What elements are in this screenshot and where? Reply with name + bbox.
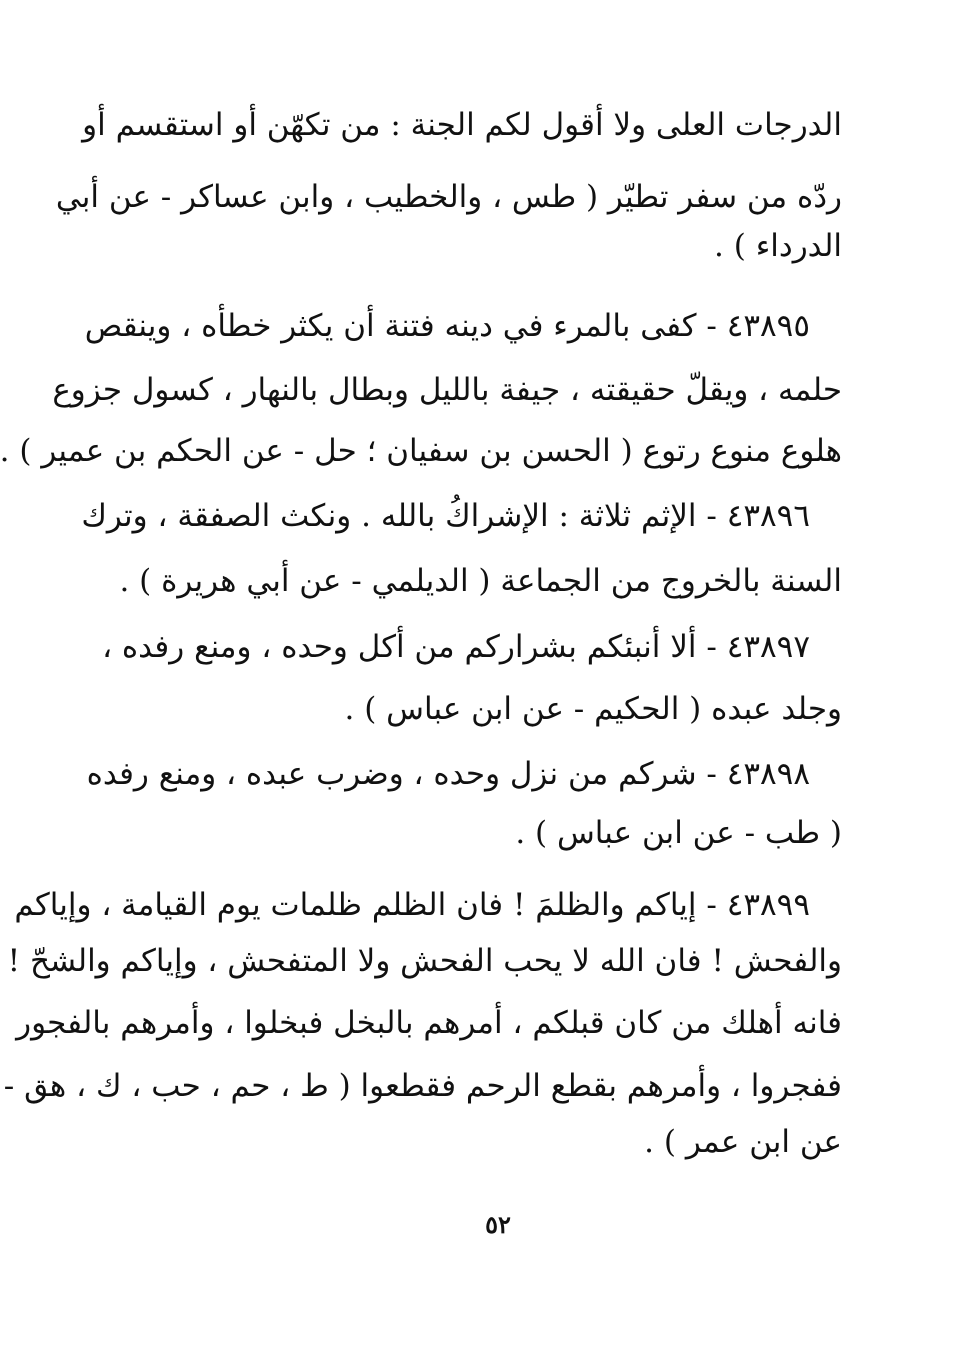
text-line-2: ردّه من سفر تطيّر ( طس ، والخطيب ، وابن عساكر - عن أبي (55, 179, 842, 215)
hadith-43898-line-2: ( طب - عن ابن عباس ) . (515, 815, 842, 851)
hadith-43898-line-1: ٤٣٨٩٨ - شركم من نزل وحده ، وضرب عبده ، ومنع رفده (86, 756, 810, 792)
text-line-1: الدرجات العلى ولا أقول لكم الجنة : من تكهّن أو استقسم أو (82, 107, 842, 143)
hadith-43899-line-5: عن ابن عمر ) . (644, 1124, 842, 1160)
hadith-43897-line-2: وجلد عبده ( الحكيم - عن ابن عباس ) . (344, 691, 842, 727)
page-number: ٥٢ (485, 1210, 511, 1239)
hadith-43897-line-1: ٤٣٨٩٧ - ألا أنبئكم بشراركم من أكل وحده ، ومنع رفده ، (102, 629, 810, 665)
text-line-3: الدرداء ) . (714, 228, 842, 264)
hadith-43895-line-2: حلمه ، ويقلّ حقيقته ، جيفة بالليل وبطال بالنهار ، كسول جزوع (52, 372, 842, 408)
hadith-43899-line-1: ٤٣٨٩٩ - إياكم والظلمَ ! فان الظلم ظلمات يوم القيامة ، وإياكم (14, 887, 810, 923)
hadith-43895-line-1: ٤٣٨٩٥ - كفى بالمرء في دينه فتنة أن يكثر خطأه ، وينقص (84, 308, 810, 344)
hadith-43896-line-1: ٤٣٨٩٦ - الإثم ثلاثة : الإشراكُ بالله . ونكث الصفقة ، وترك (81, 498, 810, 534)
hadith-43899-line-4: ففجروا ، وأمرهم بقطع الرحم فقطعوا ( ط ، حم ، حب ، ك ، هق - (3, 1068, 842, 1104)
hadith-43899-line-2: والفحش ! فان الله لا يحب الفحش ولا المتفحش ، وإياكم والشحّ ! (7, 943, 842, 979)
hadith-43896-line-2: السنة بالخروج من الجماعة ( الديلمي - عن أبي هريرة ) . (119, 563, 842, 599)
hadith-43895-line-3: هلوع منوع رتوع ( الحسن بن سفيان ؛ حل - عن الحكم بن عمير ) . (0, 433, 842, 469)
hadith-43899-line-3: فانه أهلك من كان قبلكم ، أمرهم بالبخل فبخلوا ، وأمرهم بالفجور (16, 1005, 842, 1041)
